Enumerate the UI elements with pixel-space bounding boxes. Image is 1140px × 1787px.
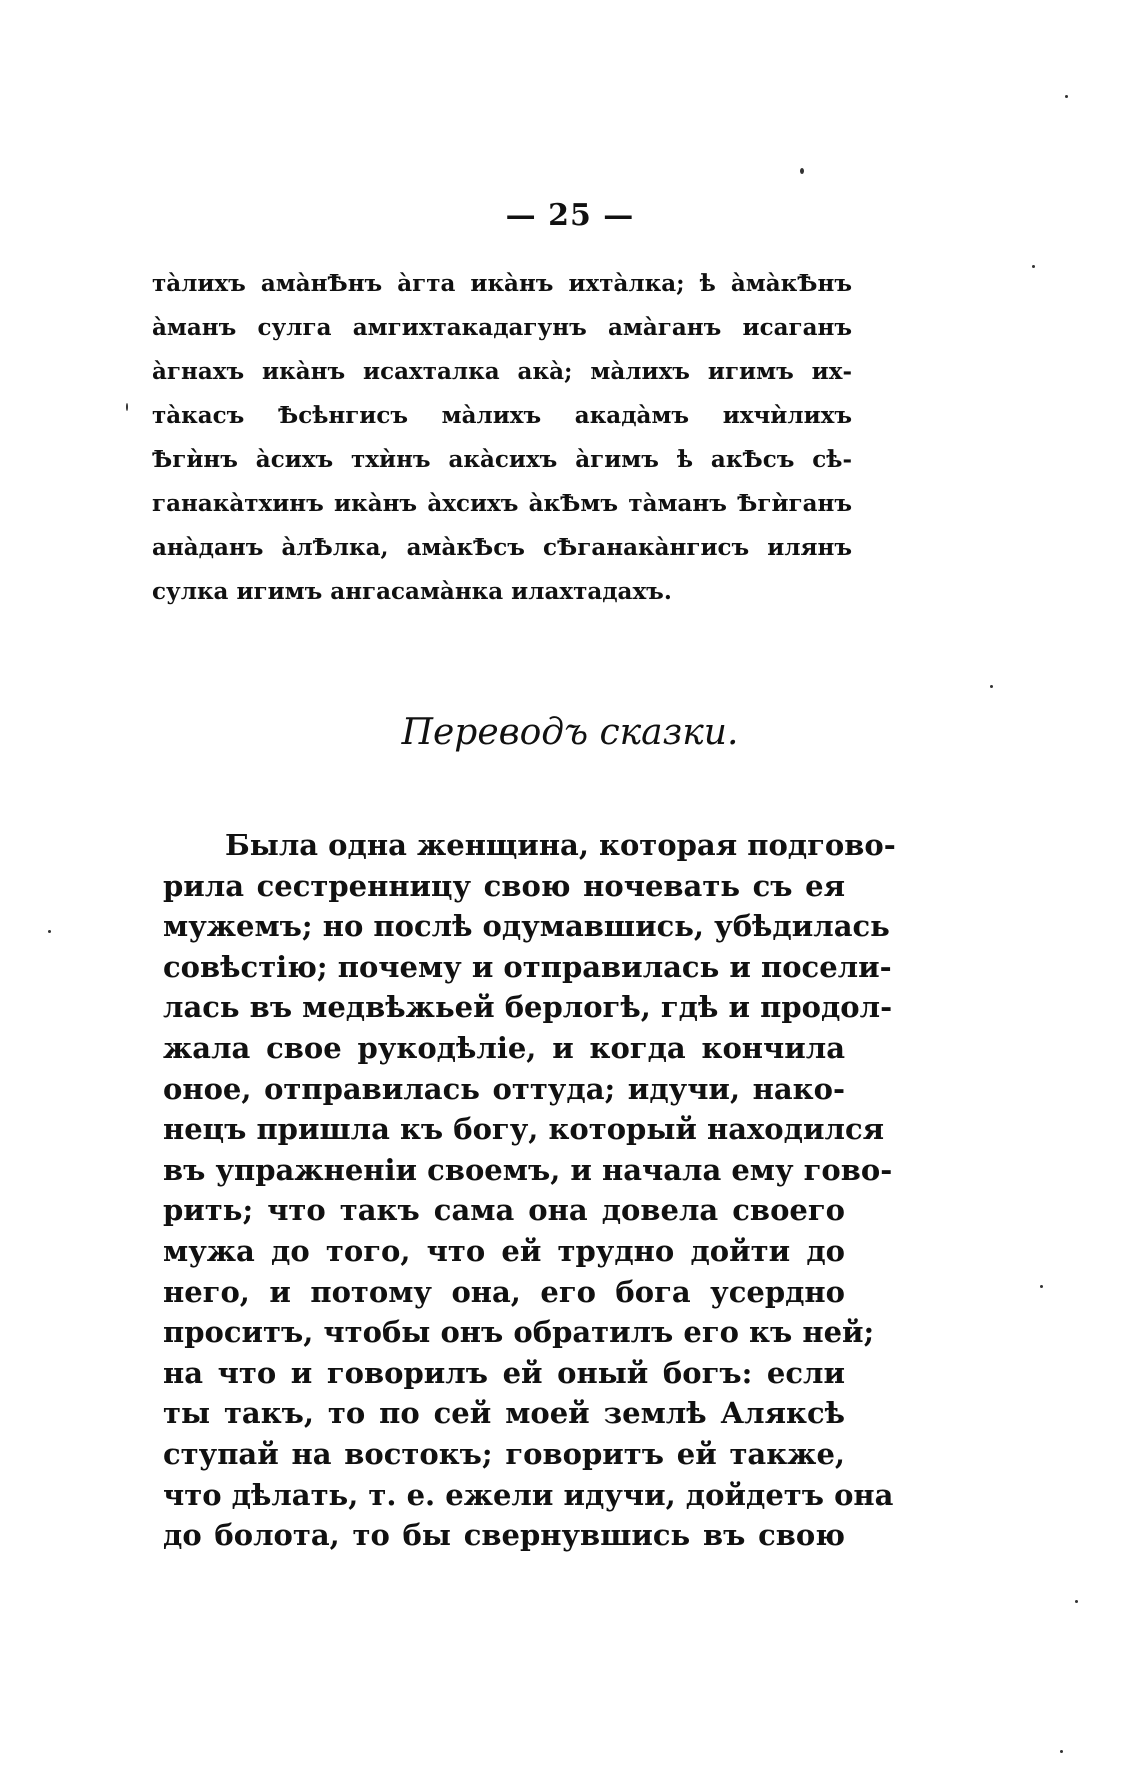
scan-speck [1065, 95, 1068, 98]
scan-speck [800, 168, 804, 174]
scan-speck [1040, 1285, 1043, 1288]
russian-line: на что и говорилъ ей оный богъ: если [163, 1355, 845, 1390]
aleut-line: та̀касъ Ѣсѣнгисъ ма̀лихъ акада̀мъ ихчѝлихъ [152, 402, 852, 429]
section-heading: Переводъ сказки. [401, 712, 739, 753]
aleut-line: а̀гнахъ ика̀нъ исахталка ака̀; ма̀лихъ игимъ их- [152, 358, 852, 385]
page-number: — 25 — [505, 198, 635, 233]
aleut-line: сулка игимъ ангасама̀нка илахтадахъ. [152, 578, 672, 605]
aleut-line: Ѣгѝнъ а̀сихъ тхѝнъ ака̀сихъ а̀гимъ ѣ акѢсъ сѣ- [152, 446, 852, 473]
russian-line: до болота, то бы свернувшись въ свою [163, 1518, 845, 1553]
russian-text-block [163, 825, 896, 1556]
russian-line: проситъ, чтобы онъ обратилъ его къ ней; [163, 1315, 875, 1350]
russian-line: что дѣлать, т. е. ежели идучи, дойдетъ она [163, 1477, 894, 1512]
russian-line: лась въ медвѣжьей берлогѣ, гдѣ и продол- [163, 990, 893, 1025]
russian-line: ступай на востокъ; говоритъ ей также, [163, 1436, 845, 1471]
russian-line: нецъ пришла къ богу, который находился [163, 1112, 885, 1147]
russian-line: оное, отправилась оттуда; идучи, нако- [163, 1071, 845, 1106]
scan-speck [1075, 1600, 1078, 1603]
russian-line: жала свое рукодѣліе, и когда кончила [163, 1030, 845, 1065]
scan-speck [126, 403, 128, 411]
aleut-line: ана̀данъ а̀лѢлка, ама̀кѢсъ сѢганака̀нгисъ илянъ [152, 534, 852, 561]
aleut-line: а̀манъ сулга амгихтакадагунъ ама̀ганъ исаганъ [152, 314, 852, 341]
aleut-text-block [152, 262, 852, 614]
russian-line: него, и потому она, его бога усердно [163, 1274, 845, 1309]
russian-line: въ упражненіи своемъ, и начала ему гово- [163, 1152, 893, 1187]
russian-line: совѣстію; почему и отправилась и посели- [163, 949, 892, 984]
russian-line: ты такъ, то по сей моей землѣ Аляксѣ [163, 1396, 845, 1431]
russian-line: рила сестренницу свою ночевать съ ея [163, 868, 845, 903]
russian-line: мужа до того, что ей трудно дойти до [163, 1233, 845, 1268]
russian-line: рить; что такъ сама она довела своего [163, 1193, 845, 1228]
scan-speck [48, 930, 51, 933]
scan-speck [1032, 265, 1035, 268]
aleut-line: та̀лихъ ама̀нѢнъ а̀гта ика̀нъ ихта̀лка; ѣ а̀ма̀кѢнъ [152, 270, 852, 297]
scan-speck [1060, 1750, 1063, 1753]
russian-line: мужемъ; но послѣ одумавшись, убѣдилась [163, 909, 890, 944]
scan-speck [990, 685, 993, 688]
aleut-line: ганака̀тхинъ ика̀нъ а̀хсихъ а̀кѢмъ та̀манъ Ѣгѝганъ [152, 490, 852, 517]
russian-line: Была одна женщина, которая подгово- [225, 828, 896, 862]
